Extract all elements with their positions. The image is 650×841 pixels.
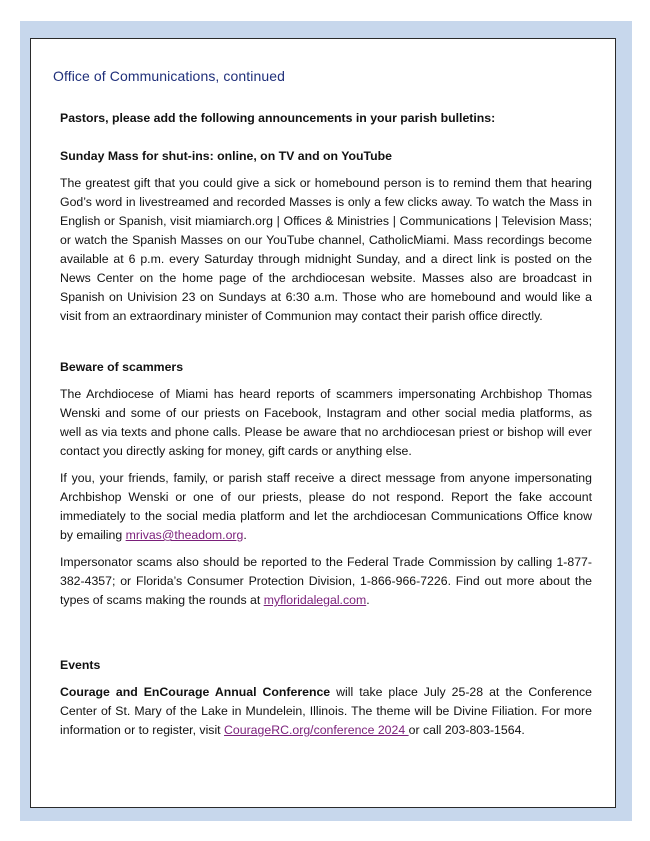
conference-link[interactable]: CourageRC.org/conference 2024 bbox=[224, 723, 409, 737]
event-text: will take place July 25-28 at the Conference Center of St. Mary of the Lake in Mundelein, Illinois. The theme will be Divine Filiation. For more information or to register, visit bbox=[60, 685, 592, 737]
section-heading-events: Events bbox=[60, 658, 101, 672]
sunday-mass-body: The greatest gift that you could give a sick or homebound person is to remind them that hearing God’s word in livestreamed and recorded Masses is only a few clicks away. To watch the Mass in English or Spanish, visit miamiarch.org | Offices & Ministries | Communications | Television Mass; or watch the Spanish Masses on our YouTube channel, CatholicMiami. Mass recordings become available at 6 p.m. every Saturday through midnight Sunday, and a direct link is posted on the News Center on the home page of the archdiocesan website. Masses also are broadcast in Spanish on Univision 23 on Sundays at 6:30 a.m. Those who are homebound and would like a visit from an extraordinary minister of Communion may contact their parish office directly. bbox=[60, 176, 592, 323]
section-heading-sunday-mass: Sunday Mass for shut-ins: online, on TV and on YouTube bbox=[60, 149, 393, 163]
floridalegal-link[interactable]: myfloridalegal.com bbox=[263, 593, 367, 607]
section-heading-scammers: Beware of scammers bbox=[60, 360, 184, 374]
scammers-paragraph-2-text: If you, your friends, family, or parish staff receive a direct message from anyone impersonating Archbishop Wenski or one of our priests, please do not respond. Report the fake account immediately to the social media platform and let the archdiocesan Communications Office know by emailing bbox=[60, 471, 592, 542]
event-name: Courage and EnCourage Annual Conference bbox=[60, 685, 331, 699]
scammers-paragraph-3-text: Impersonator scams also should be reported to the Federal Trade Commission by calling 1-877-382-4357; or Florida’s Consumer Protection Division, 1-866-966-7226. Find out more about the types of scams making the rounds at bbox=[60, 555, 592, 607]
scammers-paragraph-3-end: . bbox=[366, 593, 370, 607]
scammers-paragraph-1: The Archdiocese of Miami has heard reports of scammers impersonating Archbishop Thomas Wenski and some of our priests on Facebook, Instagram and other social media platforms, as well as via texts and phone calls. Please be aware that no archdiocesan priest or bishop will ever contact you directly asking for money, gift cards or anything else. bbox=[60, 387, 592, 458]
page-content bbox=[60, 109, 592, 740]
bulletin-page bbox=[30, 38, 616, 808]
scammers-paragraph-2-end: . bbox=[243, 528, 247, 542]
scammers-paragraph-3 bbox=[60, 553, 592, 610]
events-paragraph bbox=[60, 683, 592, 740]
scammers-paragraph-2 bbox=[60, 469, 592, 545]
email-link[interactable]: mrivas@theadom.org bbox=[125, 528, 244, 542]
intro-text: Pastors, please add the following announcements in your parish bulletins: bbox=[60, 111, 496, 125]
event-end: or call 203-803-1564. bbox=[408, 723, 525, 737]
page-title: Office of Communications, continued bbox=[53, 68, 286, 84]
